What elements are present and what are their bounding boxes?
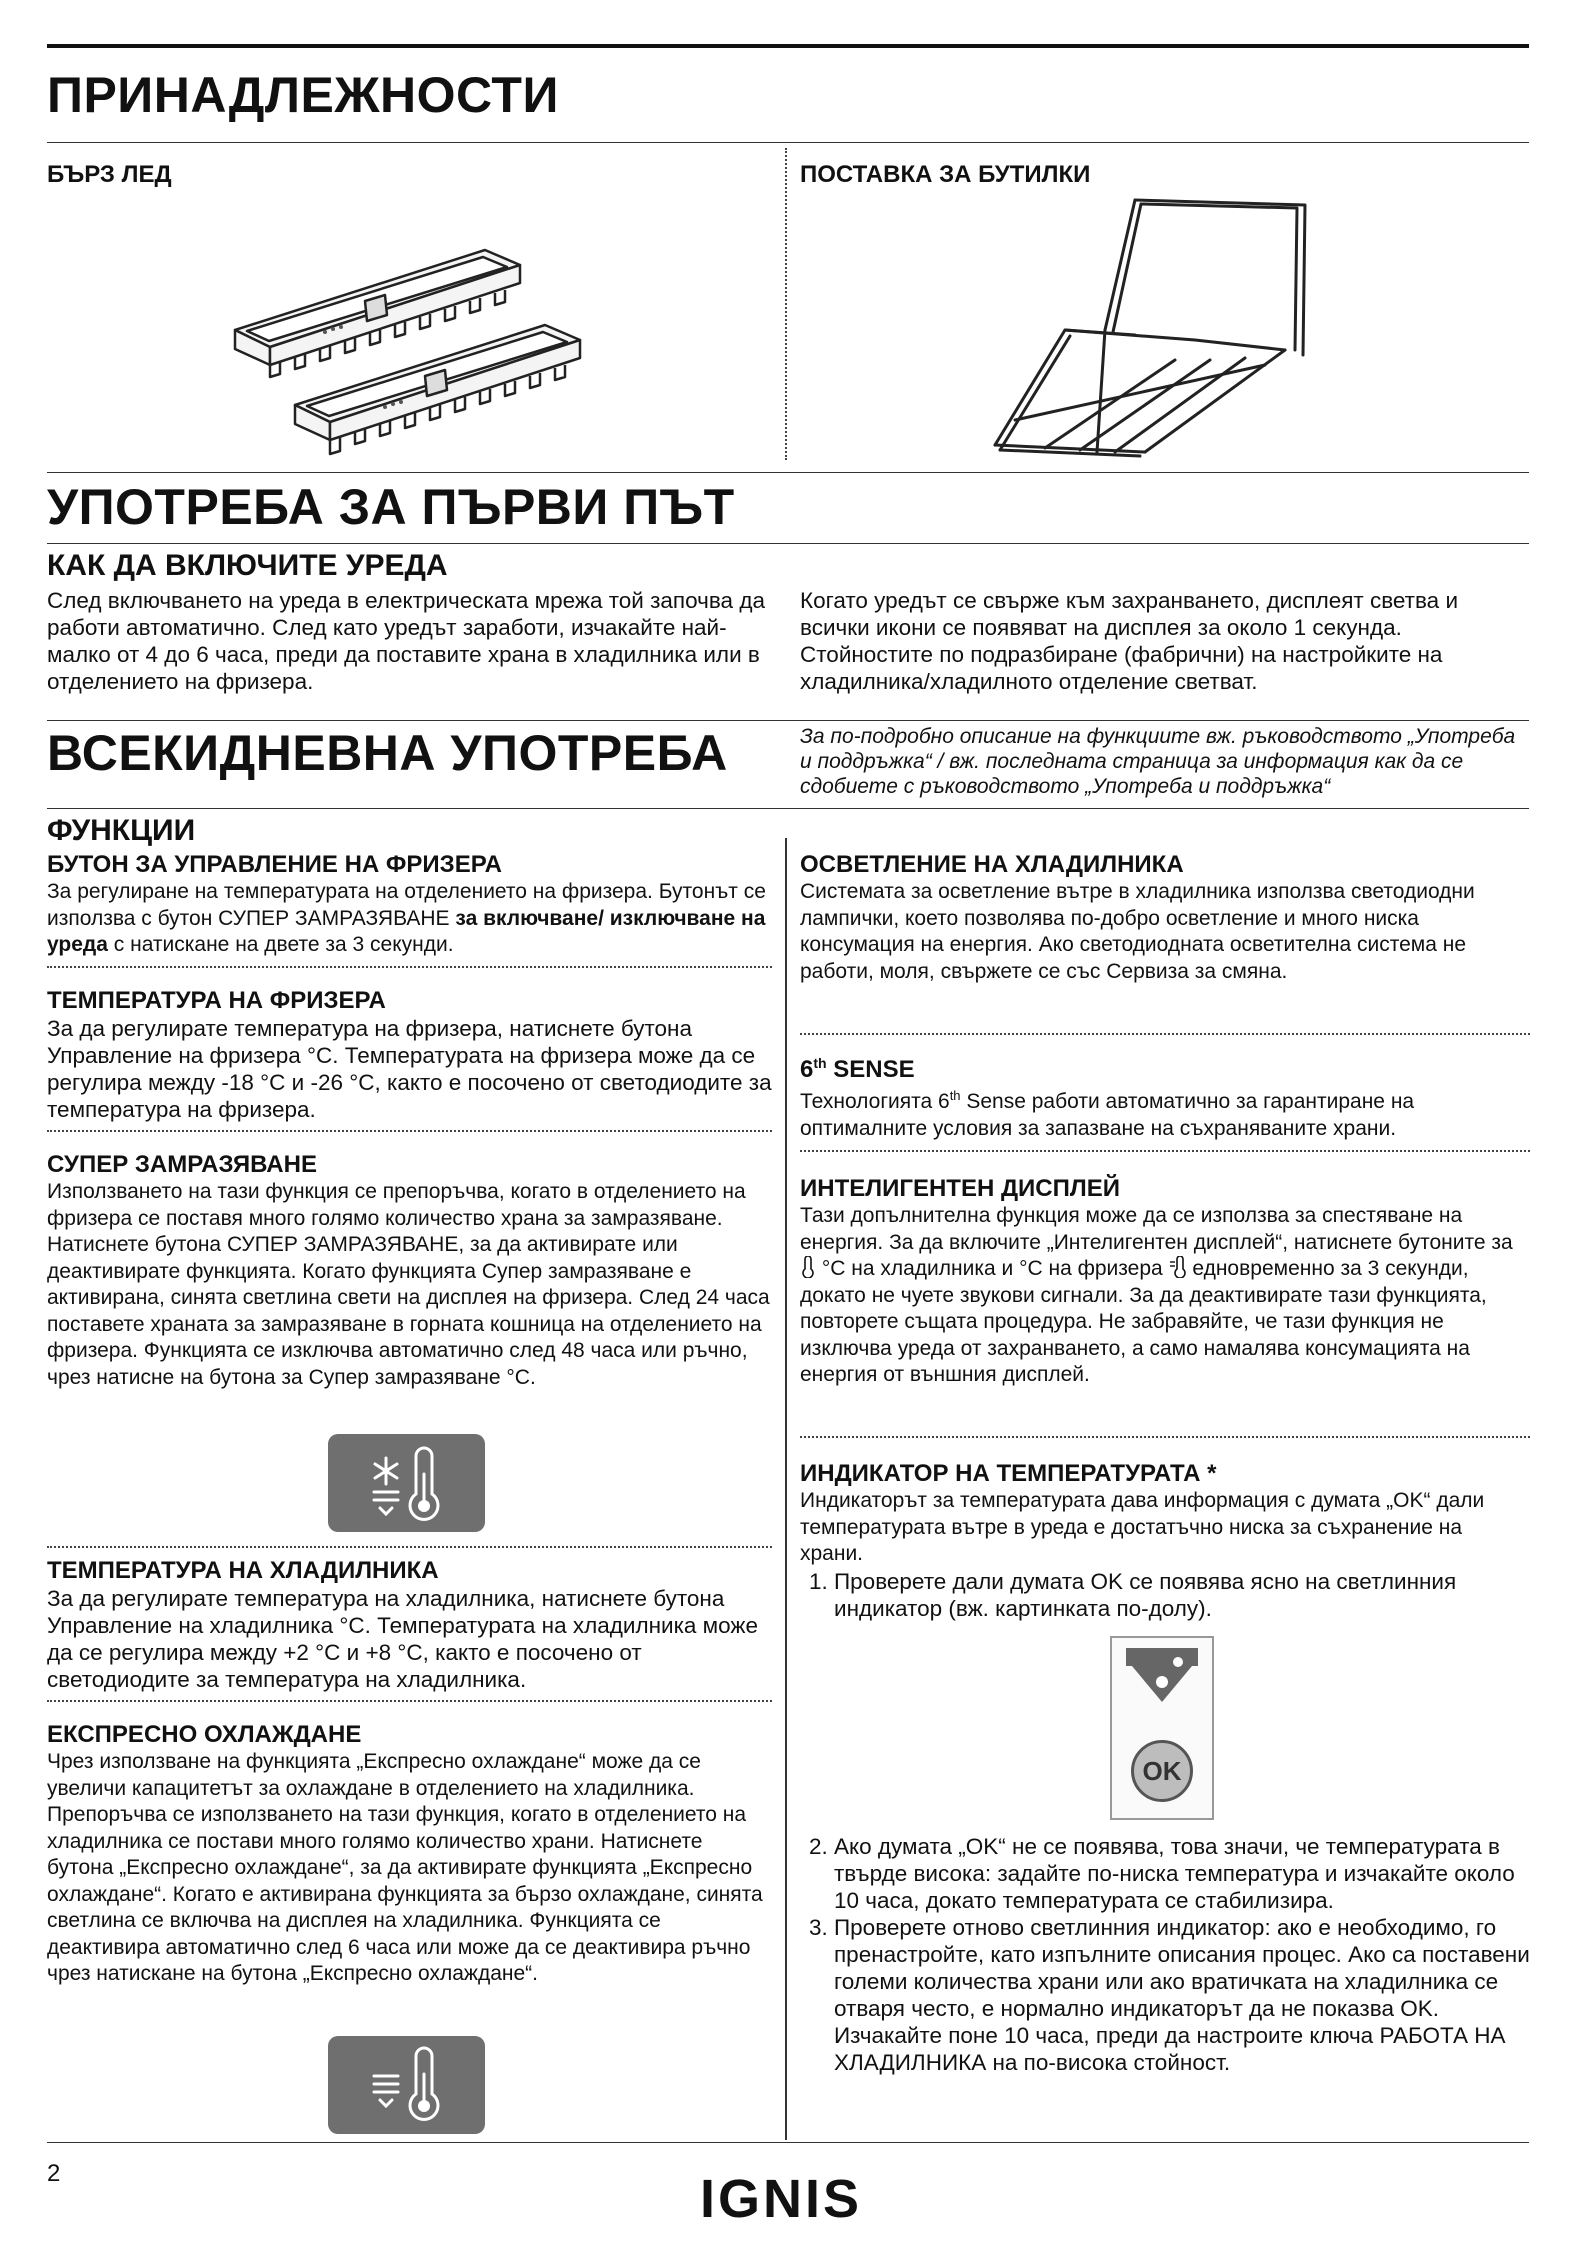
express-cool-title: ЕКСПРЕСНО ОХЛАЖДАНЕ: [47, 1721, 362, 1748]
column-divider: [785, 838, 787, 2140]
fast-cool-icon: [328, 2036, 485, 2134]
separator: [800, 1033, 1530, 1035]
first-use-left-text: След включването на уреда в електрическата мрежа той започва да работи автоматично. След като уредът заработи, изчакайте най-малко от 4 до 6 часа, преди да поставите храна в хладилника или в отделението на фризера.: [47, 588, 765, 694]
page-number: 2: [47, 2160, 61, 2187]
separator: [47, 1130, 772, 1132]
list-item: 3. Проверете отново светлинния индикатор: ако е необходимо, го пренастройте, като изпълните описания процес. Ако са поставени големи количества храни или ако вратичката на хладилника се отваря често, е нормално индикаторът да не показва OK. Изчакайте поне 10 часа, преди да настроите ключа РАБОТА НА ХЛАДИЛНИКА на по-висока стойност.: [834, 1914, 1534, 2076]
fridge-thermometer-icon: [800, 1256, 816, 1278]
freezer-button-bold-text: за включване/ изключване на уреда: [47, 906, 766, 956]
temp-indicator-steps-a: [800, 1568, 1534, 1622]
first-use-title: УПОТРЕБА ЗА ПЪРВИ ПЪТ: [47, 479, 735, 535]
lighting-title: ОСВЕТЛЕНИЕ НА ХЛАДИЛНИКА: [800, 851, 1184, 878]
list-item: 2. Ако думата „OK“ не се появява, това значи, че температурата в твърде висока: задайте по-ниска температура и изчакайте около 10 часа, докато температурата се стабилизира.: [834, 1833, 1534, 1914]
fridge-temp-title: ТЕМПЕРАТУРА НА ХЛАДИЛНИКА: [47, 1557, 439, 1584]
fridge-temp-text: За да регулирате температура на хладилника, натиснете бутона Управление на хладилника °C. Температурата на хладилника може да се регулира между +2 °C и +8 °C, както е посочено от светодиодите за температура на хладилника.: [47, 1586, 758, 1692]
freezer-button-text: За регулиране на температурата на отделението на фризера. Бутонът се използва с бутон СУПЕР ЗАМРАЗЯВАНЕ за включване/ изключване на уреда с натискане на двете за 3 секунди.: [47, 880, 766, 956]
temp-indicator-steps-b: [800, 1833, 1534, 2076]
sixth-sense-text: Технологията 6th Sense работи автоматично за гарантиране на оптималните условия за запазване на съхраняваните храни.: [800, 1088, 1415, 1140]
super-freeze-title: СУПЕР ЗАМРАЗЯВАНЕ: [47, 1151, 317, 1178]
daily-use-title: ВСЕКИДНЕВНА УПОТРЕБА: [47, 725, 728, 781]
separator: [47, 966, 772, 968]
top-rule: [47, 44, 1529, 48]
lighting-text: Системата за осветление вътре в хладилника използва светодиодни лампички, което позволява по-добро осветление и много ниска консумация на енергия. Ако светодиодната осветителна система не работи, моля, свържете се със Сервиза за смяна.: [800, 880, 1475, 983]
brand-logo: IGNIS: [700, 2169, 863, 2229]
fast-ice-trays-illustration: [225, 245, 605, 460]
separator: [800, 1150, 1530, 1152]
super-freeze-text: Използването на тази функция се препоръчва, когато в отделението на фризера се поставя много голямо количество храна за замразяване. Натиснете бутона СУПЕР ЗАМРАЗЯВАНЕ, за да активирате или деактивирате функцията. Когато функцията Супер замразяване е активирана, синята светлина свети на дисплея на фризера. След 24 часа поставете храната за замразяване в горната кошница на отделението на фризера. Функцията се изключва автоматично след 48 часа или ръчно, чрез натисне на бутона за Супер замразяване °C.: [47, 1180, 770, 1389]
temperature-indicator-device: [1110, 1636, 1214, 1820]
separator: [47, 1700, 772, 1702]
temp-indicator-intro: Индикаторът за температурата дава информация с думата „OK“ дали температурата вътре в уреда е достатъчно ниска за съхранение на храни.: [800, 1489, 1485, 1565]
first-use-right-text: Когато уредът се свърже към захранването, дисплеят светва и всички икони се появяват на дисплея за около 1 секунда. Стойностите по подразбиране (фабрични) на настройките на хладилника/хладилното отделение светват.: [800, 588, 1459, 694]
express-cool-text: Чрез използване на функцията „Експресно охлаждане“ може да се увеличи капацитетът за охлаждане в отделението на хладилника. Препоръчва се използването на тази функция, когато в отделението на хладилника се постави много голямо количество храни. Натиснете бутона „Експресно охлаждане“, за да активирате функцията „Експресно охлаждане“. Когато е активирана функцията за бързо охлаждане, синята светлина се включва на дисплея на хладилника. Функцията се деактивира автоматично след 6 часа или може да се деактивира ръчно чрез натискане на бутона „Експресно охлаждане“.: [47, 1750, 763, 1985]
bottle-rack-illustration: [985, 190, 1325, 460]
freezer-temp-title: ТЕМПЕРАТУРА НА ФРИЗЕРА: [47, 987, 386, 1014]
first-use-subtitle: КАК ДА ВКЛЮЧИТЕ УРЕДА: [47, 549, 448, 582]
freezer-temp-text: За да регулирате температура на фризера, натиснете бутона Управление на фризера °C. Температурата на фризера може да се регулира между -18 °C и -26 °C, както е посочено от светодиодите за температура на фризера.: [47, 1016, 772, 1122]
list-item: 1. Проверете дали думата OK се появява ясно на светлинния индикатор (вж. картинката по-долу).: [834, 1568, 1534, 1622]
accessories-rule: [47, 142, 1529, 143]
fast-ice-label: БЪРЗ ЛЕД: [47, 161, 172, 188]
temp-indicator-title: ИНДИКАТОР НА ТЕМПЕРАТУРАТА *: [800, 1460, 1217, 1487]
separator: [47, 1546, 772, 1548]
super-freeze-icon: [328, 1434, 485, 1532]
freezer-thermometer-icon: [1169, 1256, 1187, 1278]
accessories-divider: [785, 148, 787, 460]
smart-display-text: Тази допълнителна функция може да се използва за спестяване на енергия. За да включите „Интелигентен дисплей“, натиснете бутоните за °C на хладилника и °C на фризера едновременно за 3 секунди, докато не чуете звукови сигнали. За да деактивирате тази функцията, повторете същата процедура. Не забравяйте, че тази функция не изключва уреда от захранването, а само намалява консумацията на енергия от външния дисплей.: [800, 1204, 1513, 1386]
functions-heading: ФУНКЦИИ: [47, 814, 196, 847]
bottle-rack-label: ПОСТАВКА ЗА БУТИЛКИ: [800, 161, 1091, 188]
daily-use-rule: [47, 720, 1529, 721]
freezer-button-title: БУТОН ЗА УПРАВЛЕНИЕ НА ФРИЗЕРА: [47, 851, 502, 878]
ok-indicator: OK: [1131, 1740, 1193, 1802]
daily-use-note: За по-подробно описание на функциите вж. ръководството „Употреба и поддръжка“ / вж. последната страница за информация как да се сдобиете с ръководството „Употреба и поддръжка“: [800, 725, 1516, 798]
footer-rule: [47, 2142, 1529, 2143]
sixth-sense-title: 6th SENSE: [800, 1055, 915, 1083]
separator: [800, 1436, 1530, 1438]
accessories-title: ПРИНАДЛЕЖНОСТИ: [47, 67, 559, 123]
first-use-subrule: [47, 543, 1529, 544]
smart-display-title: ИНТЕЛИГЕНТЕН ДИСПЛЕЙ: [800, 1175, 1120, 1202]
first-use-rule: [47, 472, 1529, 473]
functions-rule: [47, 808, 1529, 809]
